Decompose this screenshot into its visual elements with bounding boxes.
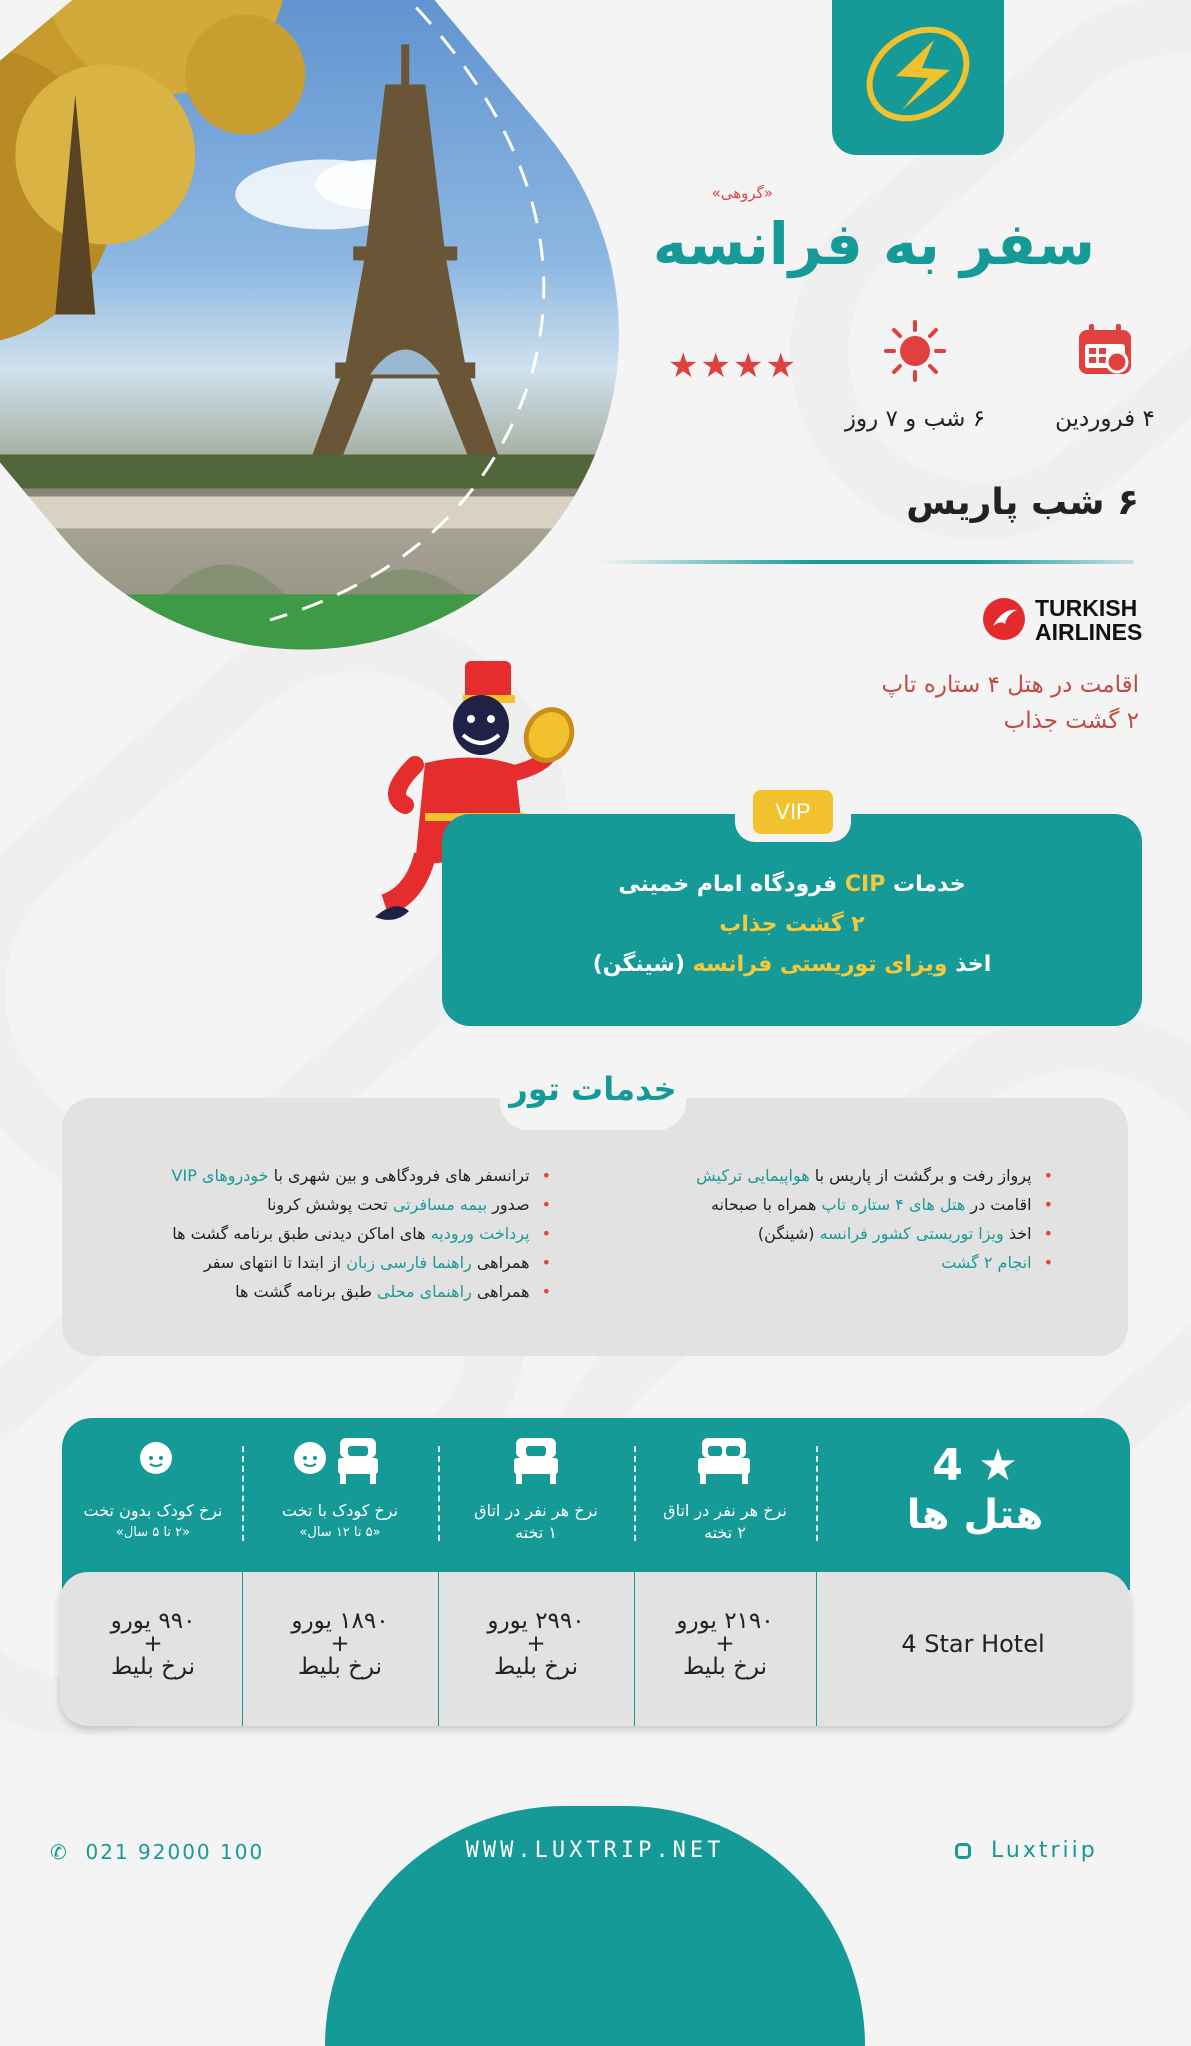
vip-line-tours: ۲ گشت جذاب	[719, 912, 865, 937]
services-right-item: •اخذ ویزا توریستی کشور فرانسه (شینگن)	[757, 1224, 1053, 1243]
single-bed-icon	[512, 1434, 560, 1490]
hotels-label: هتل ها	[906, 1492, 1044, 1538]
hotel-count	[880, 1440, 1070, 1491]
services-left-item: •ترانسفر های فرودگاهی و بین شهری با خودروهای VIP	[171, 1166, 551, 1185]
child-bed-icon	[292, 1434, 382, 1490]
instagram-contact[interactable]	[955, 1838, 1098, 1863]
price-cell-child-nobed: ۹۹۰ یورو + نرخ بلیط	[110, 1608, 196, 1680]
vip-badge: VIP	[753, 790, 833, 834]
phone-icon: ✆	[50, 1840, 69, 1864]
page-title: سفر به فرانسه	[652, 210, 1095, 278]
hotel-rating-stars: ★★★★	[668, 346, 798, 386]
phone-number: 021 92000 100	[85, 1840, 265, 1864]
bullet-icon: •	[541, 1166, 551, 1185]
price-cell-child-bed: ۱۸۹۰ یورو + نرخ بلیط	[291, 1608, 389, 1680]
airline-name-line1: TURKISH	[1035, 595, 1138, 621]
feature-duration-label: ۶ شب و ۷ روز	[844, 406, 986, 432]
calendar-icon	[1077, 322, 1133, 376]
header-divider	[634, 1446, 636, 1541]
bullet-icon: •	[1043, 1195, 1053, 1214]
services-right-item: •انجام ۲ گشت	[941, 1253, 1053, 1272]
price-cell-single: ۲۹۹۰ یورو + نرخ بلیط	[487, 1608, 585, 1680]
brand-logo[interactable]	[832, 0, 1004, 155]
price-cell-double: ۲۱۹۰ یورو + نرخ بلیط	[676, 1608, 774, 1680]
brand-logo-icon	[832, 0, 1004, 155]
vip-line-cip: خدمات CIP فرودگاه امام خمینی	[618, 872, 966, 897]
services-left-item: •پرداخت ورودیه های اماکن دیدنی طبق برنامه گشت ها	[172, 1224, 551, 1243]
airline-name-line2: AIRLINES	[1035, 619, 1143, 645]
bullet-icon: •	[1043, 1224, 1053, 1243]
services-left-item: •همراهی راهنما فارسی زبان از ابتدا تا انتهای سفر	[203, 1253, 551, 1272]
itinerary-city: ۶ شب پاریس	[906, 482, 1139, 523]
column-header-child-bed: نرخ کودک با تخت «۵ تا ۱۲ سال»	[281, 1501, 398, 1540]
instagram-handle: Luxtriip	[991, 1838, 1098, 1863]
sun-icon	[884, 320, 946, 386]
turkish-airlines-icon	[983, 598, 1025, 640]
instagram-icon	[955, 1843, 971, 1859]
airline-name	[1035, 596, 1142, 644]
bullet-icon: •	[1043, 1253, 1053, 1272]
services-left-item: •همراهی راهنمای محلی طبق برنامه گشت ها	[235, 1282, 551, 1301]
hotel-name: 4 Star Hotel	[901, 1630, 1045, 1658]
phone-contact[interactable]	[50, 1840, 264, 1864]
cell-divider	[816, 1572, 817, 1726]
services-left-item: •صدور بیمه مسافرتی تحت پوشش کرونا	[267, 1195, 551, 1214]
hero-dashed-border	[0, 0, 610, 660]
highlight-hotel: اقامت در هتل ۴ ستاره تاپ	[881, 672, 1139, 698]
bullet-icon: •	[541, 1195, 551, 1214]
cell-divider	[634, 1572, 635, 1726]
services-list-left	[172, 1166, 551, 1311]
feature-date-label: ۴ فروردین	[1055, 406, 1155, 432]
header-divider	[438, 1446, 440, 1541]
cell-divider	[438, 1572, 439, 1726]
bullet-icon: •	[541, 1253, 551, 1272]
column-header-double: نرخ هر نفر در اتاق ۲ تخته	[663, 1501, 787, 1542]
highlight-tours: ۲ گشت جذاب	[1003, 708, 1139, 734]
tour-type-tag: «گروهی»	[711, 184, 773, 202]
website-link[interactable]: WWW.LUXTRIP.NET	[465, 1838, 725, 1863]
bullet-icon: •	[1043, 1166, 1053, 1185]
services-list-right	[696, 1166, 1053, 1282]
header-divider	[816, 1446, 818, 1541]
column-header-child-nobed: نرخ کودک بدون تخت «۲ تا ۵ سال»	[83, 1501, 223, 1540]
cell-divider	[242, 1572, 243, 1726]
double-bed-icon	[696, 1434, 752, 1490]
vip-line-visa: اخذ ویزای توریستی فرانسه (شینگن)	[592, 952, 992, 977]
bullet-icon: •	[541, 1282, 551, 1301]
column-header-single: نرخ هر نفر در اتاق ۱ تخته	[474, 1501, 598, 1542]
child-icon	[138, 1440, 174, 1480]
services-right-item: •پرواز رفت و برگشت از پاریس با هواپیمایی ترکیش	[696, 1166, 1053, 1185]
bullet-icon: •	[541, 1224, 551, 1243]
header-divider	[242, 1446, 244, 1541]
services-title: خدمات تور	[509, 1070, 677, 1108]
hotel-count-number: 4	[932, 1440, 963, 1491]
star-icon: ★	[962, 1440, 1018, 1491]
divider	[600, 560, 1134, 564]
services-right-item: •اقامت در هتل های ۴ ستاره تاپ همراه با صبحانه	[710, 1195, 1053, 1214]
feature-date	[1030, 322, 1180, 380]
